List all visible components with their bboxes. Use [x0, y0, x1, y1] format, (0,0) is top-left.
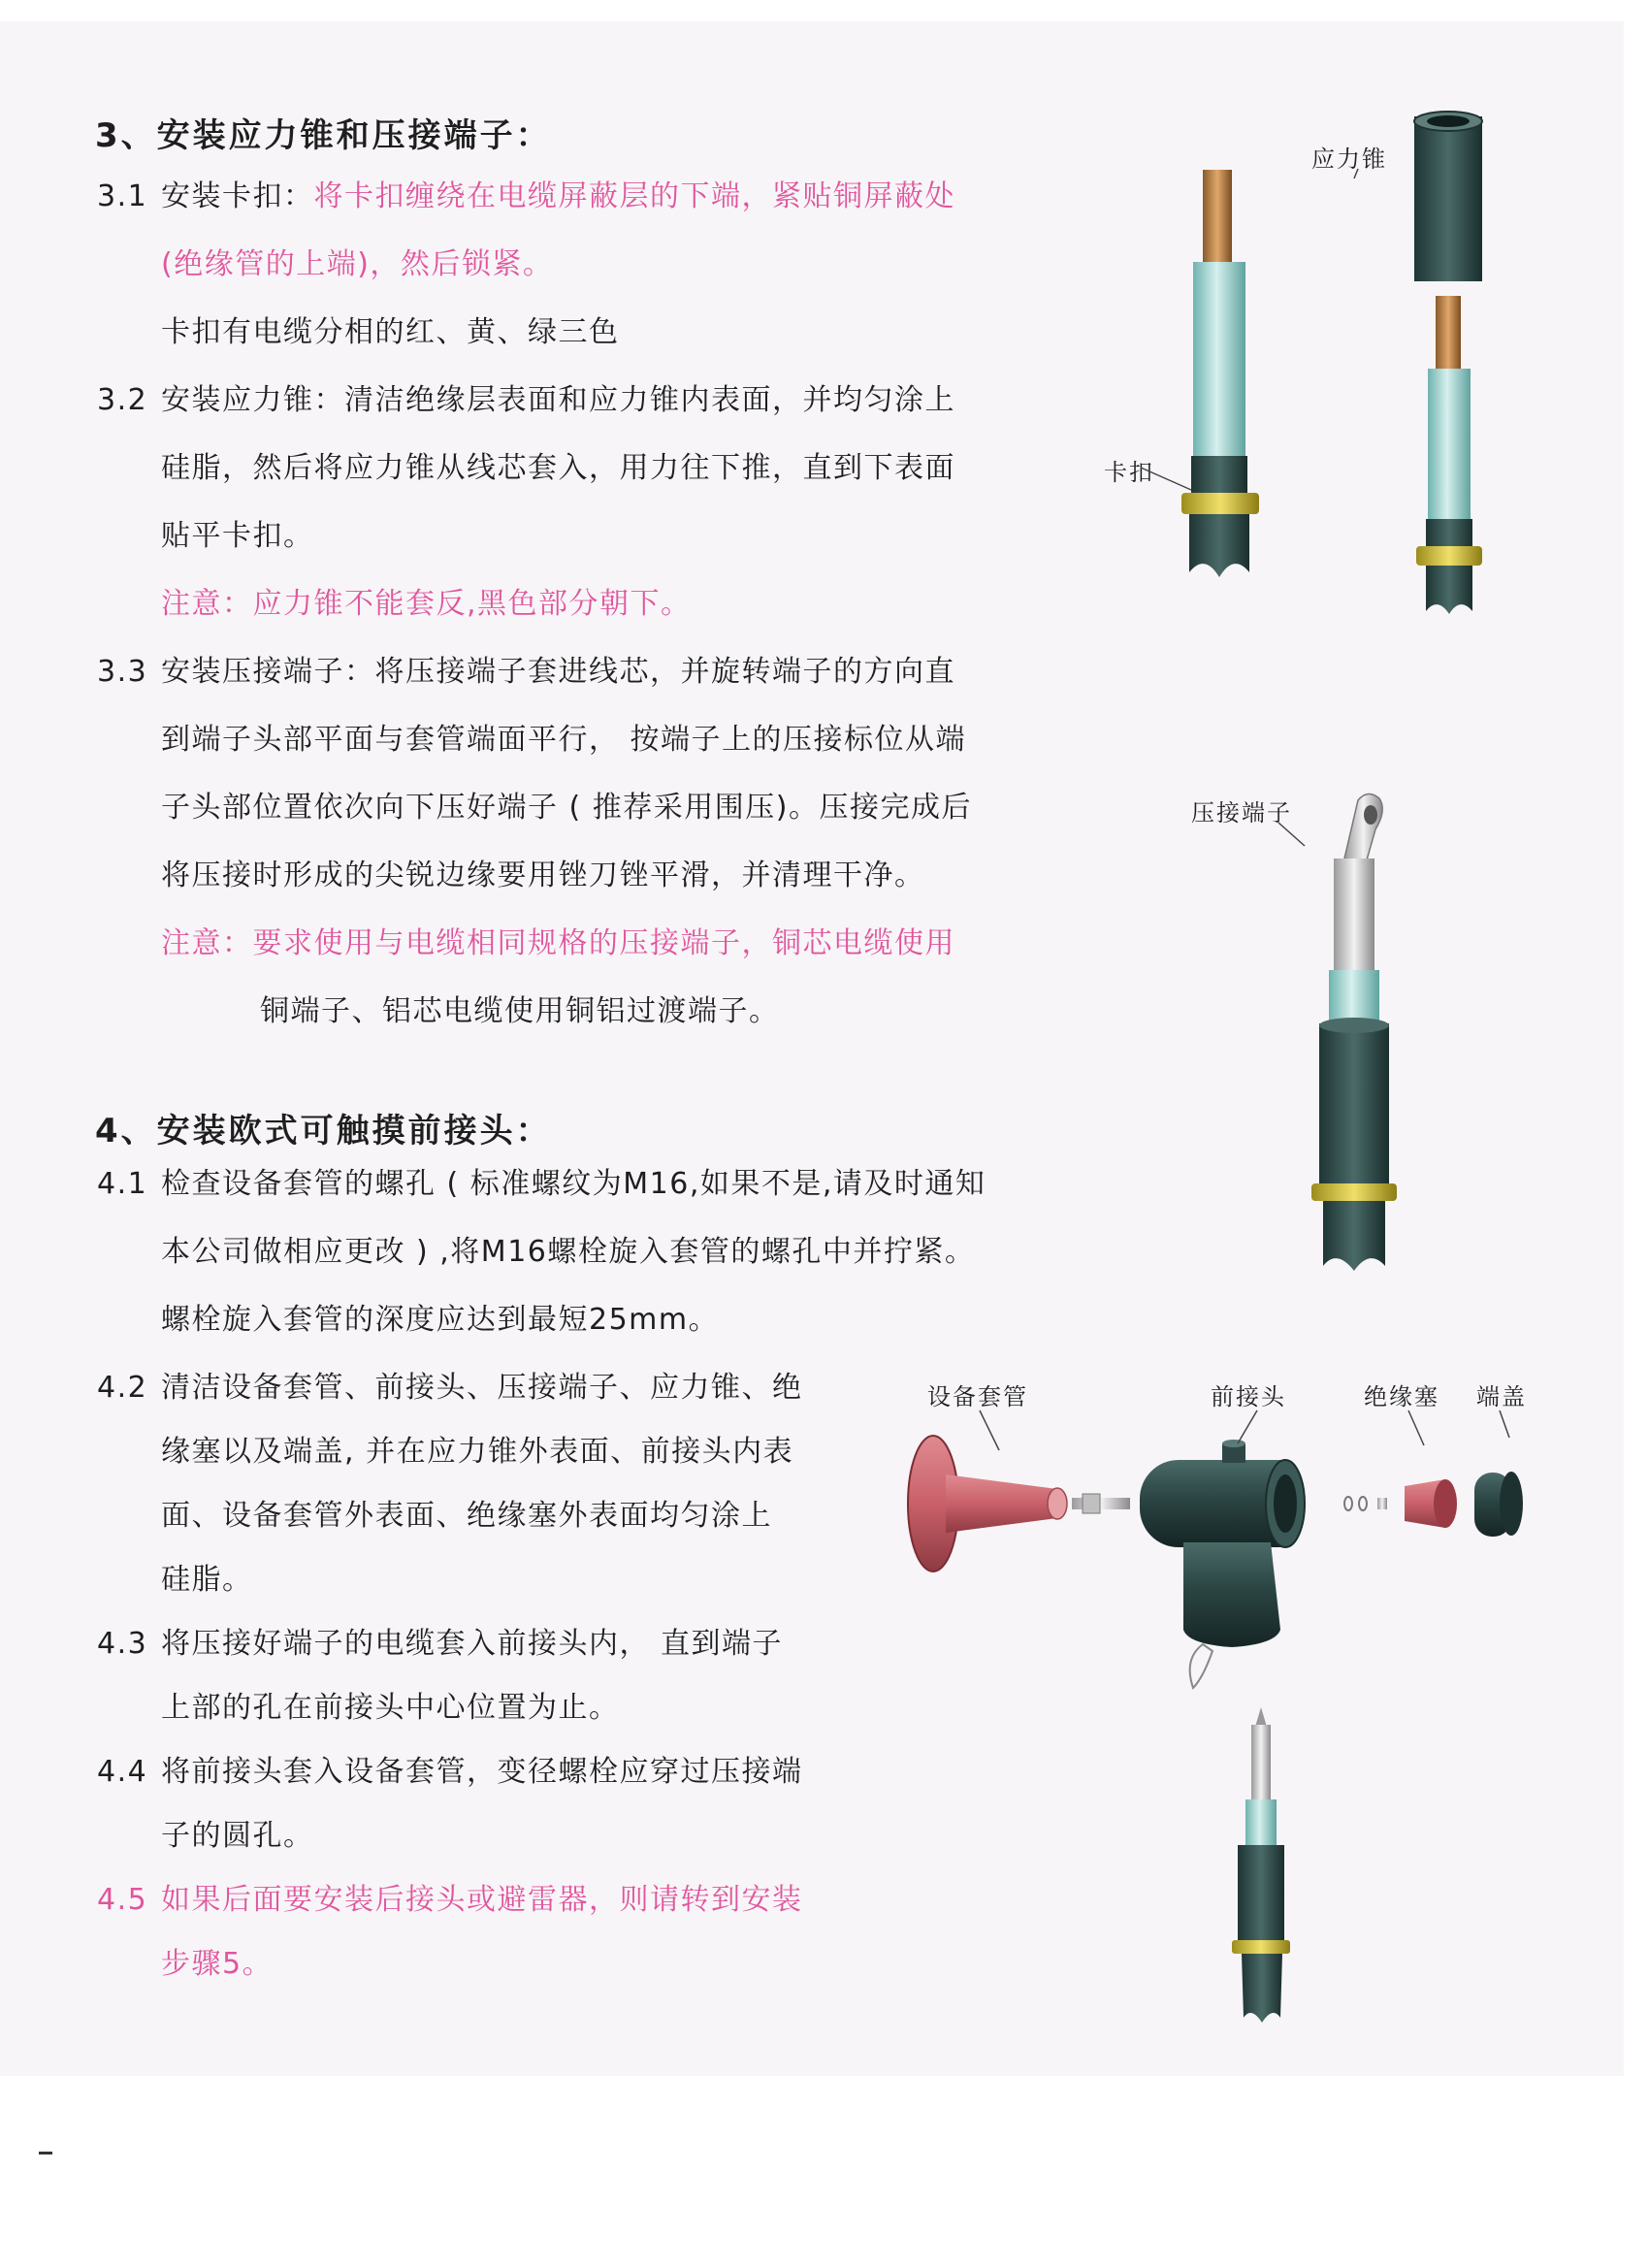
- step-number: 3.1: [97, 179, 148, 213]
- label-front-connector: 前接头: [1211, 1383, 1286, 1410]
- label-stress-cone: 应力锥: [1311, 146, 1387, 173]
- step-3-3-line2: 到端子头部平面与套管端面平行， 按端子上的压接标位从端: [161, 723, 967, 757]
- step-4-2-line3: 面、设备套管外表面、绝缘塞外表面均匀涂上: [161, 1499, 772, 1533]
- step-text: 检查设备套管的螺孔 ( 标准螺纹为M16,如果不是,请及时通知: [161, 1167, 986, 1201]
- step-4-3-line2: 上部的孔在前接头中心位置为止。: [161, 1691, 620, 1725]
- step-number: 3.3: [97, 655, 148, 689]
- step-number: 3.2: [97, 383, 148, 417]
- step-3-1-line2: (绝缘管的上端)，然后锁紧。: [161, 247, 554, 281]
- step-3-3-line3: 子头部位置依次向下压好端子 ( 推荐采用围压)。压接完成后: [161, 791, 972, 825]
- step-text: 安装压接端子：将压接端子套进线芯，并旋转端子的方向直: [161, 655, 955, 689]
- step-text: 清洁设备套管、前接头、压接端子、应力锥、绝: [161, 1371, 803, 1405]
- step-number: 4.1: [97, 1167, 148, 1201]
- section3-heading: 3、安装应力锥和压接端子：: [95, 116, 552, 155]
- step-3-1-note: 卡扣有电缆分相的红、黄、绿三色: [161, 315, 620, 349]
- step-3-3-warning-line2: 铜端子、铝芯电缆使用铜铝过渡端子。: [260, 994, 780, 1028]
- label-clip: 卡扣: [1104, 459, 1154, 486]
- step-3-2-line2: 硅脂，然后将应力锥从线芯套入，用力往下推，直到下表面: [161, 451, 955, 485]
- section4-heading: 4、安装欧式可触摸前接头：: [95, 1112, 552, 1150]
- label-crimp-lug: 压接端子: [1191, 799, 1292, 826]
- step-4-1-line3: 螺栓旋入套管的深度应达到最短25mm。: [161, 1303, 720, 1337]
- step-3-3-line4: 将压接时形成的尖锐边缘要用锉刀锉平滑，并清理干净。: [161, 859, 925, 892]
- step-4-1-line2: 本公司做相应更改 ) ,将M16螺栓旋入套管的螺孔中并拧紧。: [161, 1235, 976, 1269]
- step-text: 将压接好端子的电缆套入前接头内， 直到端子: [161, 1627, 784, 1661]
- step-lead: 安装卡扣：: [161, 179, 314, 213]
- step-3-2-line3: 贴平卡扣。: [161, 519, 314, 553]
- step-4-2-line4: 硅脂。: [161, 1563, 253, 1597]
- step-3-3-warning-line1: 注意：要求使用与电缆相同规格的压接端子，铜芯电缆使用: [161, 926, 955, 960]
- label-bushing: 设备套管: [927, 1383, 1028, 1410]
- step-3-2-warning: 注意：应力锥不能套反,黑色部分朝下。: [161, 587, 692, 621]
- label-insulating-plug: 绝缘塞: [1364, 1383, 1439, 1410]
- step-number: 4.3: [97, 1627, 148, 1661]
- step-text: 安装应力锥：清洁绝缘层表面和应力锥内表面，并均匀涂上: [161, 383, 955, 417]
- step-4-2-line2: 缘塞以及端盖, 并在应力锥外表面、前接头内表: [161, 1435, 794, 1469]
- step-number: 4.5: [97, 1883, 148, 1917]
- step-highlight: 将卡扣缠绕在电缆屏蔽层的下端，紧贴铜屏蔽处: [313, 179, 955, 213]
- step-4-4-line2: 子的圆孔。: [161, 1819, 314, 1853]
- step-text: 将前接头套入设备套管，变径螺栓应穿过压接端: [161, 1755, 803, 1789]
- label-end-cap: 端盖: [1476, 1383, 1527, 1410]
- step-text: 如果后面要安装后接头或避雷器，则请转到安装: [161, 1883, 803, 1917]
- step-4-5-line2: 步骤5。: [161, 1947, 274, 1981]
- step-number: 4.4: [97, 1755, 148, 1789]
- step-number: 4.2: [97, 1371, 148, 1405]
